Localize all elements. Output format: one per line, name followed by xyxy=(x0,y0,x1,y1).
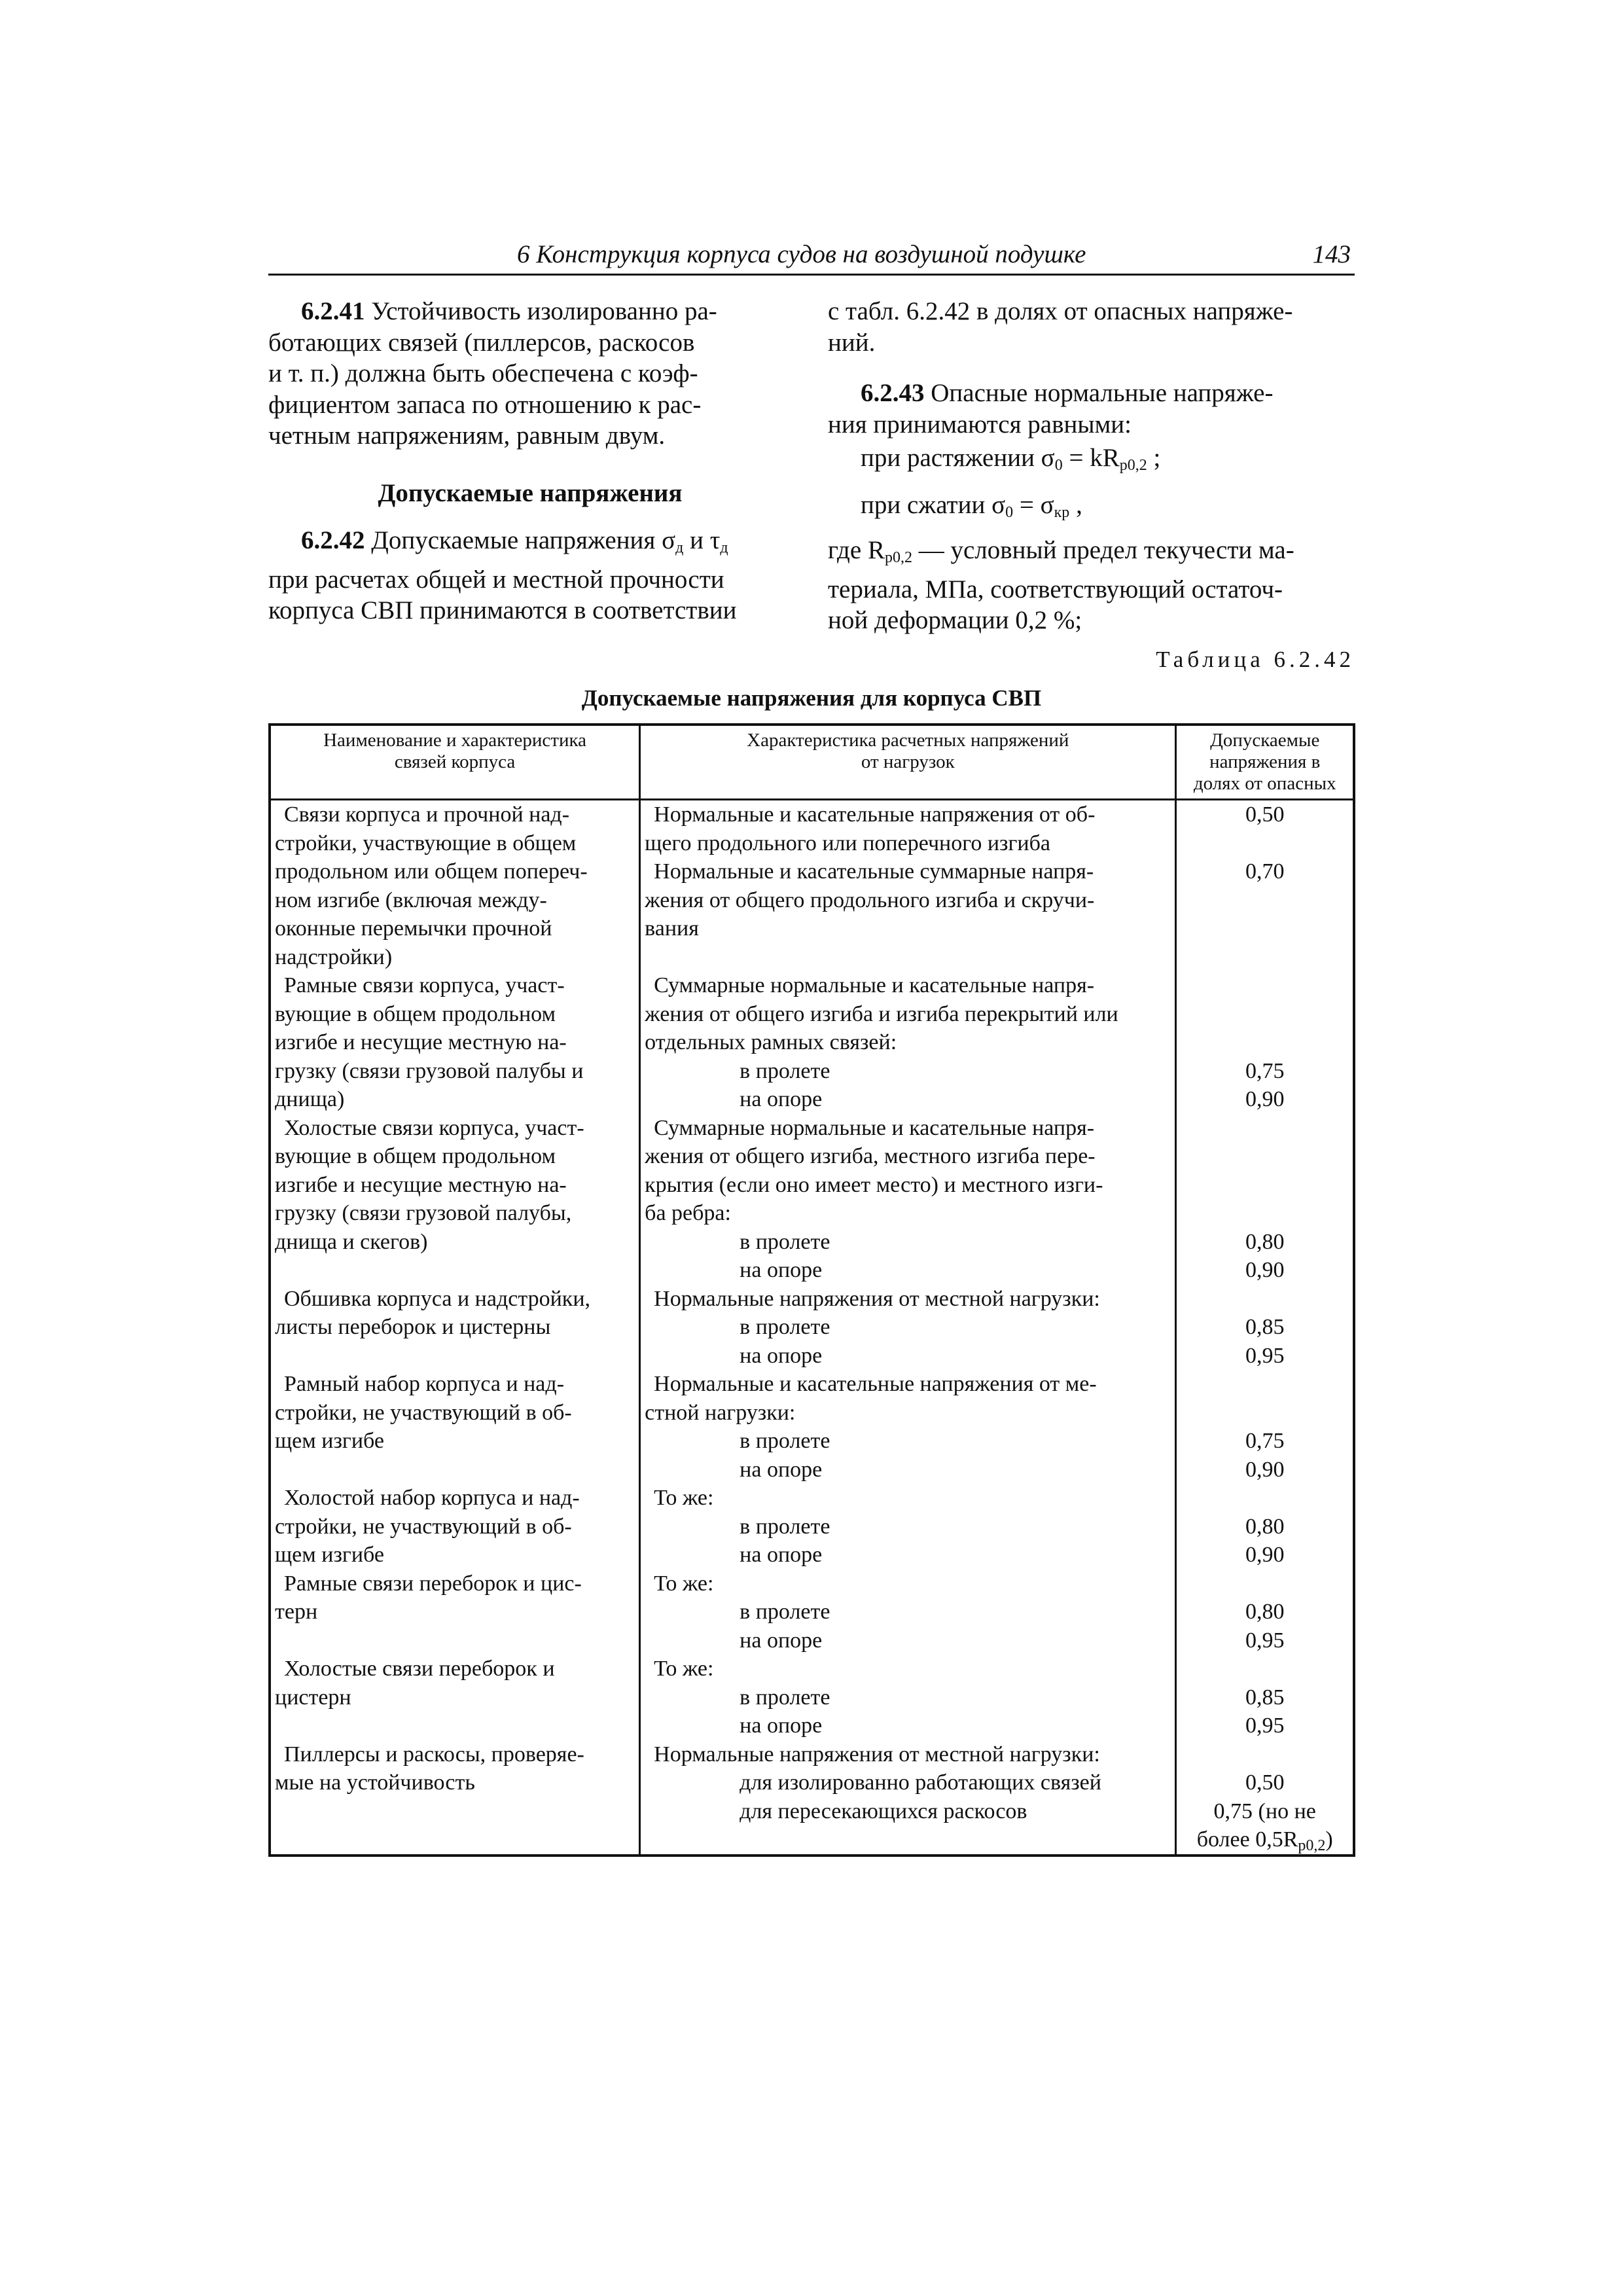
table-row xyxy=(270,1655,1354,1740)
cell-line: Нормальные и касательные напряжения от об- xyxy=(654,802,1096,827)
header-cell-allowable xyxy=(1176,725,1354,800)
value-text: ) xyxy=(1325,1827,1333,1852)
value-line: 0,80 xyxy=(1245,1229,1285,1254)
subscript: p0,2 xyxy=(1298,1837,1326,1854)
cell-line: То же: xyxy=(654,1571,714,1596)
cell-line: в пролете xyxy=(740,1429,830,1453)
cell-line: Рамные связи корпуса, участ- xyxy=(284,973,565,997)
clause-number: 6.2.42 xyxy=(301,526,365,554)
element-cell xyxy=(270,1484,640,1570)
cell-line: терн xyxy=(275,1600,318,1624)
value-line: 0,90 xyxy=(1245,1087,1285,1111)
value-line: 0,75 xyxy=(1245,1058,1285,1083)
cell-line: в пролете xyxy=(740,1600,830,1624)
table-row xyxy=(270,971,1354,1114)
stress-cell xyxy=(640,1285,1176,1371)
text-line: с табл. 6.2.42 в долях от опасных напряже- xyxy=(828,297,1293,325)
table-caption: Допускаемые напряжения для корпуса СВП xyxy=(581,685,1042,711)
table-header-row xyxy=(270,725,1354,800)
text-span: , xyxy=(1069,490,1082,519)
subscript: кр xyxy=(1054,503,1070,521)
subscript: 0 xyxy=(1054,457,1063,474)
cell-line: щего продольного или поперечного изгиба xyxy=(645,831,1050,855)
section-heading: Допускаемые напряжения xyxy=(378,478,683,507)
table-row xyxy=(270,1370,1354,1484)
cell-line: Нормальные и касательные суммарные напря- xyxy=(654,859,1094,884)
value-line xyxy=(1181,1171,1349,1200)
value-text: более 0,5R xyxy=(1196,1827,1298,1852)
value-line xyxy=(1181,829,1349,858)
cell-line: продольном или общем попереч- xyxy=(275,859,588,884)
cell-line xyxy=(645,1825,1171,1854)
text-span: — условный предел текучести ма- xyxy=(912,536,1294,564)
cell-line: в пролете xyxy=(740,1685,830,1710)
stress-cell xyxy=(640,1655,1176,1740)
value-line: 0,85 xyxy=(1245,1685,1285,1710)
cell-line: вующие в общем продольном xyxy=(275,1001,556,1026)
cell-line: Рамный набор корпуса и над- xyxy=(284,1372,565,1396)
text-span: = kR xyxy=(1062,444,1120,472)
header-line: долях от опасных xyxy=(1193,773,1336,794)
cell-line: жения от общего изгиба, местного изгиба пере- xyxy=(645,1144,1096,1168)
allowable-value-cell xyxy=(1176,800,1354,972)
text-line: ния принимаются равными: xyxy=(828,410,1132,439)
paragraph-6-2-41 xyxy=(268,296,792,327)
cell-line: Холостые связи корпуса, участ- xyxy=(284,1115,584,1140)
cell-line: в пролете xyxy=(740,1058,830,1083)
table-row xyxy=(270,1484,1354,1570)
text-line: Устойчивость изолированно ра- xyxy=(365,297,717,325)
text-span: Допускаемые напряжения σ xyxy=(365,526,676,554)
header-line: Наименование и характеристика xyxy=(323,730,587,751)
cell-line: То же: xyxy=(654,1486,714,1510)
value-line xyxy=(1181,886,1349,915)
value-line xyxy=(1181,1484,1349,1513)
cell-line: на опоре xyxy=(740,1343,823,1368)
header-line: связей корпуса xyxy=(394,751,516,772)
value-line xyxy=(1181,1740,1349,1769)
cell-line xyxy=(275,1626,635,1655)
text-span: где R xyxy=(828,536,885,564)
cell-line: Пиллерсы и раскосы, проверяе- xyxy=(284,1742,584,1767)
cell-line xyxy=(645,943,1171,972)
element-cell xyxy=(270,1285,640,1371)
cell-line: Связи корпуса и прочной над- xyxy=(284,802,570,827)
clause-number: 6.2.41 xyxy=(301,297,365,325)
cell-line: стройки, участвующие в общем xyxy=(275,831,577,855)
cell-line: То же: xyxy=(654,1657,714,1681)
text-line: ботающих связей (пиллерсов, раскосов xyxy=(268,328,695,357)
header-line: от нагрузок xyxy=(861,751,955,772)
cell-line: Обшивка корпуса и надстройки, xyxy=(284,1286,591,1311)
cell-line: днища и скегов) xyxy=(275,1229,428,1254)
value-line: 0,95 xyxy=(1245,1713,1285,1738)
cell-line: изгибе и несущие местную на- xyxy=(275,1030,567,1054)
cell-line: листы переборок и цистерны xyxy=(275,1315,551,1339)
text-line: ний. xyxy=(828,328,876,357)
cell-line: стройки, не участвующий в об- xyxy=(275,1514,572,1539)
value-line: 0,70 xyxy=(1245,859,1285,884)
header-cell-stress xyxy=(640,725,1176,800)
cell-line: Суммарные нормальные и касательные напря- xyxy=(654,1115,1095,1140)
allowable-value-cell xyxy=(1176,971,1354,1114)
cell-line: Нормальные и касательные напряжения от ме- xyxy=(654,1372,1097,1396)
allowable-value-cell xyxy=(1176,1740,1354,1856)
cell-line: ба ребра: xyxy=(645,1201,731,1225)
stress-cell xyxy=(640,1114,1176,1285)
cell-line: на опоре xyxy=(740,1457,823,1482)
text-span: при сжатии σ xyxy=(861,490,1006,519)
cell-line: изгибе и несущие местную на- xyxy=(275,1172,567,1197)
left-column xyxy=(268,296,792,626)
value-line: 0,95 xyxy=(1245,1343,1285,1368)
text-line: ной деформации 0,2 %; xyxy=(828,606,1082,634)
cell-line xyxy=(275,1825,635,1854)
header-cell-element xyxy=(270,725,640,800)
value-line: 0,75 (но не xyxy=(1213,1799,1316,1823)
value-line xyxy=(1181,1285,1349,1314)
text-line: териала, МПа, соответствующий остаточ- xyxy=(828,575,1283,603)
cell-line: отдельных рамных связей: xyxy=(645,1030,897,1054)
value-line xyxy=(1181,943,1349,972)
cell-line: днища) xyxy=(275,1087,345,1111)
value-line xyxy=(1181,1114,1349,1143)
element-cell xyxy=(270,1740,640,1856)
cell-line: Холостой набор корпуса и над- xyxy=(284,1486,580,1510)
cell-line xyxy=(275,1342,635,1371)
value-line xyxy=(1181,1000,1349,1029)
cell-line: мые на устойчивость xyxy=(275,1770,475,1795)
cell-line: Нормальные напряжения от местной нагрузки: xyxy=(654,1742,1100,1767)
cell-line: жения от общего продольного изгиба и скручи- xyxy=(645,888,1095,912)
table-row xyxy=(270,800,1354,972)
stress-cell xyxy=(640,800,1176,972)
page-number: 143 xyxy=(1312,240,1351,268)
value-line: 0,90 xyxy=(1245,1543,1285,1567)
cell-line: надстройки) xyxy=(275,944,393,969)
allowable-value-cell xyxy=(1176,1114,1354,1285)
stress-cell xyxy=(640,1740,1176,1856)
value-line xyxy=(1181,1199,1349,1228)
allowable-value-cell xyxy=(1176,1655,1354,1740)
cell-line: в пролете xyxy=(740,1229,830,1254)
text-span: и τ xyxy=(683,526,721,554)
allowable-value-cell xyxy=(1176,1285,1354,1371)
stress-cell xyxy=(640,1484,1176,1570)
text-span: = σ xyxy=(1013,490,1054,519)
value-line: 0,95 xyxy=(1245,1628,1285,1653)
header-line: напряжения в xyxy=(1209,751,1321,772)
allowable-value-cell xyxy=(1176,1484,1354,1570)
value-line xyxy=(1181,1370,1349,1399)
text-line xyxy=(828,535,1355,574)
text-line: и т. п.) должна быть обеспечена с коэф- xyxy=(268,359,698,387)
cell-line: Рамные связи переборок и цис- xyxy=(284,1571,582,1596)
cell-line xyxy=(275,1712,635,1740)
cell-line: на опоре xyxy=(740,1087,823,1111)
cell-line: оконные перемычки прочной xyxy=(275,916,552,941)
value-line xyxy=(1181,1570,1349,1598)
text-line: четным напряжениям, равным двум. xyxy=(268,422,666,450)
table-body xyxy=(270,800,1354,1856)
cell-line: для пересекающихся раскосов xyxy=(740,1799,1027,1823)
stress-cell xyxy=(640,971,1176,1114)
allowable-value-cell xyxy=(1176,1570,1354,1655)
element-cell xyxy=(270,1655,640,1740)
cell-line: на опоре xyxy=(740,1543,823,1567)
cell-line: на опоре xyxy=(740,1258,823,1282)
element-cell xyxy=(270,1370,640,1484)
cell-line: Нормальные напряжения от местной нагрузки: xyxy=(654,1286,1100,1311)
cell-line: грузку (связи грузовой палубы, xyxy=(275,1201,572,1225)
cell-line: жения от общего изгиба и изгиба перекрытий или xyxy=(645,1001,1118,1026)
value-line xyxy=(1181,1655,1349,1683)
cell-line: на опоре xyxy=(740,1628,823,1653)
element-cell xyxy=(270,800,640,972)
table-row xyxy=(270,1740,1354,1856)
cell-line: в пролете xyxy=(740,1514,830,1539)
formula-tension xyxy=(828,442,1355,482)
cell-line: на опоре xyxy=(740,1713,823,1738)
element-cell xyxy=(270,1114,640,1285)
value-line: 0,85 xyxy=(1245,1315,1285,1339)
paragraph-6-2-43 xyxy=(828,378,1355,409)
value-line xyxy=(1181,1399,1349,1427)
cell-line: Холостые связи переборок и xyxy=(284,1657,555,1681)
subscript: д xyxy=(675,539,684,556)
cell-line: для изолированно работающих связей xyxy=(740,1770,1101,1795)
header-line: Характеристика расчетных напряжений xyxy=(747,730,1069,751)
paragraph-6-2-42 xyxy=(268,525,792,564)
cell-line: Суммарные нормальные и касательные напря- xyxy=(654,973,1095,997)
cell-line: стной нагрузки: xyxy=(645,1400,796,1425)
running-title: 6 Конструкция корпуса судов на воздушной подушке xyxy=(517,240,1086,268)
cell-line: грузку (связи грузовой палубы и xyxy=(275,1058,584,1083)
table-number: Таблица 6.2.42 xyxy=(1156,647,1355,672)
header-line: Допускаемые xyxy=(1210,730,1320,751)
subscript: 0 xyxy=(1005,503,1014,521)
cell-line: стройки, не участвующий в об- xyxy=(275,1400,572,1425)
value-line: 0,75 xyxy=(1245,1429,1285,1453)
value-line xyxy=(1181,914,1349,943)
value-line: 0,80 xyxy=(1245,1600,1285,1624)
cell-line: щем изгибе xyxy=(275,1429,384,1453)
cell-line xyxy=(275,1256,635,1285)
value-line xyxy=(1181,1142,1349,1171)
clause-number: 6.2.43 xyxy=(861,379,925,407)
element-cell xyxy=(270,1570,640,1655)
value-line xyxy=(1181,1825,1349,1854)
formula-compression xyxy=(828,490,1355,529)
cell-line: цистерн xyxy=(275,1685,351,1710)
value-line xyxy=(1181,1028,1349,1057)
cell-line: крытия (если оно имеет место) и местного изги- xyxy=(645,1172,1103,1197)
value-line: 0,50 xyxy=(1245,802,1285,827)
text-line: при расчетах общей и местной прочности xyxy=(268,565,724,594)
element-cell xyxy=(270,971,640,1114)
right-column xyxy=(828,296,1355,636)
text-span: при растяжении σ xyxy=(861,444,1055,472)
value-line: 0,90 xyxy=(1245,1258,1285,1282)
subscript: д xyxy=(720,539,728,556)
subscript: p0,2 xyxy=(884,549,912,566)
text-span: Опасные нормальные напряже- xyxy=(924,379,1274,407)
cell-line xyxy=(275,1456,635,1484)
allowable-value-cell xyxy=(1176,1370,1354,1484)
allowable-stress-table xyxy=(268,723,1355,1857)
cell-line: вующие в общем продольном xyxy=(275,1144,556,1168)
stress-cell xyxy=(640,1370,1176,1484)
text-line: фициентом запаса по отношению к рас- xyxy=(268,390,702,419)
text-line: корпуса СВП принимаются в соответствии xyxy=(268,596,737,624)
cell-line: вания xyxy=(645,916,699,941)
stress-cell xyxy=(640,1570,1176,1655)
value-line xyxy=(1181,971,1349,1000)
cell-line: щем изгибе xyxy=(275,1543,384,1567)
table-row xyxy=(270,1285,1354,1371)
cell-line xyxy=(275,1797,635,1826)
subscript: p0,2 xyxy=(1119,457,1147,474)
value-line: 0,50 xyxy=(1245,1770,1285,1795)
cell-line: ном изгибе (включая между- xyxy=(275,888,547,912)
cell-line: в пролете xyxy=(740,1315,830,1339)
table-row xyxy=(270,1570,1354,1655)
running-header xyxy=(268,240,1355,276)
text-span: ; xyxy=(1147,444,1161,472)
value-line: 0,90 xyxy=(1245,1457,1285,1482)
table-row xyxy=(270,1114,1354,1285)
value-line: 0,80 xyxy=(1245,1514,1285,1539)
